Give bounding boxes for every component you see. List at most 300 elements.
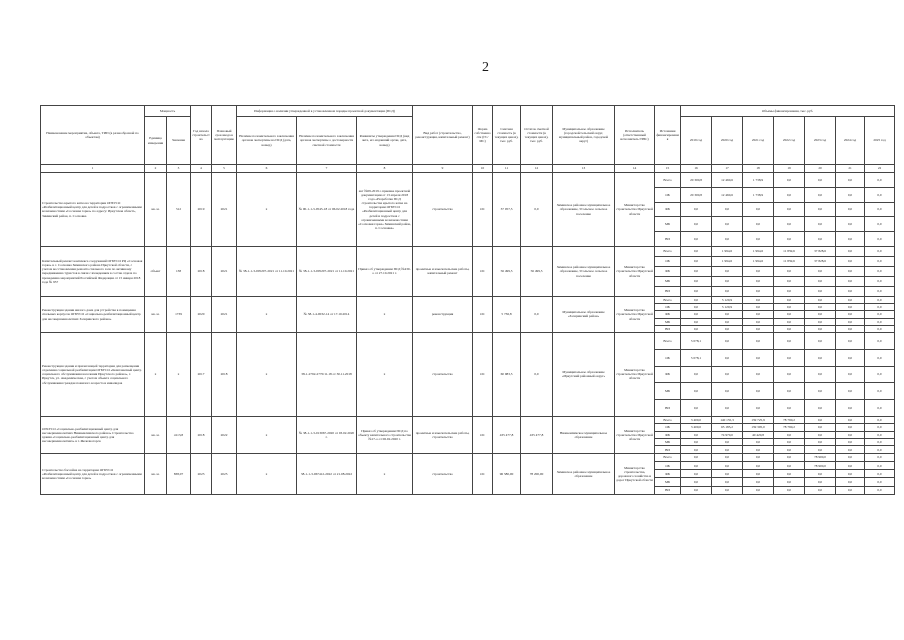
funding-amount: 0,0 — [805, 486, 836, 494]
funding-amount: 0,0 — [774, 486, 805, 494]
header-power: Мощность — [145, 106, 191, 117]
funding-amount: 5 078,1 — [681, 332, 712, 349]
funding-amount: 0,0 — [774, 318, 805, 325]
funding-amount: 12 460,6 — [712, 187, 743, 202]
column-index: 6 — [237, 165, 297, 173]
budget-expertise: № 38-1-4-0032-14 от 17.10.2014 — [297, 296, 357, 332]
funding-amount: 5 078,1 — [681, 349, 712, 366]
funding-amount: 0,0 — [805, 349, 836, 366]
estimated-cost: 60 983,5 — [493, 332, 521, 416]
funding-amount: 0,0 — [743, 383, 774, 400]
funding-amount: 0,0 — [681, 325, 712, 332]
funding-amount: 0,0 — [681, 304, 712, 311]
funding-amount: 0,0 — [743, 325, 774, 332]
funding-amount: 0,0 — [805, 311, 836, 318]
funding-amount: 0,0 — [681, 439, 712, 446]
funding-amount: 0,0 — [774, 453, 805, 461]
funding-amount: 0,0 — [836, 276, 865, 286]
funding-amount: 0,0 — [805, 304, 836, 311]
funding-source: ВИ — [655, 325, 681, 332]
funding-amount: 0,0 — [743, 286, 774, 296]
funding-amount: 0,0 — [836, 304, 865, 311]
column-index: 9 — [413, 165, 473, 173]
funding-amount: 1 738,9 — [743, 187, 774, 202]
header-year: 2023 год — [805, 117, 836, 165]
funding-amount: 0,0 — [865, 478, 895, 486]
funding-amount: 0,0 — [681, 462, 712, 470]
funding-amount: 0,0 — [774, 349, 805, 366]
column-index: 14 — [615, 165, 655, 173]
header-volumes: Объемы финансирования, тыс. руб. — [681, 106, 895, 117]
end-year: 2022 — [212, 416, 237, 453]
power-value: 838,07 — [167, 453, 191, 494]
funding-source: ФБ — [655, 431, 681, 438]
power-unit: х — [145, 332, 167, 416]
work-type: реконструкция — [413, 296, 473, 332]
funding-source: ФБ — [655, 311, 681, 318]
column-index: 15 — [655, 165, 681, 173]
power-value: 138 — [167, 246, 191, 296]
funding-amount: 0,0 — [774, 439, 805, 446]
table-row — [41, 296, 895, 303]
funding-amount: 1 994,6 — [743, 246, 774, 256]
funding-amount: 0,0 — [805, 416, 836, 423]
funding-amount: 0,0 — [712, 400, 743, 417]
power-value: 1739 — [167, 296, 191, 332]
municipality: Муниципальное образование «Иркутский районный округ» — [553, 332, 615, 416]
funding-amount: 0,0 — [805, 232, 836, 247]
funding-amount: 0,0 — [743, 486, 774, 494]
funding-amount: 0,0 — [681, 246, 712, 256]
funding-source: ОБ — [655, 304, 681, 311]
table-row — [41, 332, 895, 349]
column-index: 18 — [743, 165, 774, 173]
funding-amount: 0,0 — [836, 383, 865, 400]
funding-amount: 0,0 — [681, 431, 712, 438]
funding-amount: 0,0 — [743, 462, 774, 470]
funding-amount: 37 828,6 — [805, 256, 836, 266]
column-index: 7 — [297, 165, 357, 173]
funding-amount: 0,0 — [865, 446, 895, 453]
power-unit: кв. м. — [145, 173, 167, 247]
funding-amount: 20 300,8 — [681, 187, 712, 202]
column-index: 5 — [212, 165, 237, 173]
remaining-cost: 0,0 — [521, 296, 553, 332]
funding-source: ВИ — [655, 486, 681, 494]
header-expertise: Наличие положительного заключения органов экспертизы на ПСД (дата, номер) — [237, 117, 297, 165]
funding-amount: 0,0 — [836, 318, 865, 325]
funding-amount: 0,0 — [681, 296, 712, 303]
table-row — [41, 453, 895, 461]
header-design-info: Информация о наличии утвержденной в установленном порядке проектной документации (ПСД) — [237, 106, 413, 117]
funding-amount: 140 155,3 — [712, 416, 743, 423]
funding-amount: 0,0 — [865, 246, 895, 256]
start-year: 2018 — [191, 246, 212, 296]
header-remaining: Остаток сметной стоимости (в текущих ценах), тыс. руб. — [521, 106, 553, 165]
funding-source: МБ — [655, 276, 681, 286]
funding-amount: 0,0 — [712, 478, 743, 486]
funding-source: МБ — [655, 478, 681, 486]
funding-amount: 0,0 — [681, 266, 712, 276]
funding-amount: 139 725,9 — [743, 416, 774, 423]
funding-amount: 0,0 — [743, 276, 774, 286]
column-index: 12 — [521, 165, 553, 173]
funding-amount: 0,0 — [865, 318, 895, 325]
ownership-form: ОС — [473, 296, 493, 332]
funding-amount: 0,0 — [836, 256, 865, 266]
power-unit: кв. м. — [145, 416, 167, 453]
funding-amount: 0,0 — [743, 232, 774, 247]
funding-amount: 0,0 — [712, 383, 743, 400]
funding-amount: 0,0 — [743, 318, 774, 325]
funding-amount: 0,0 — [774, 366, 805, 383]
funding-amount: 0,0 — [865, 202, 895, 217]
funding-amount: 0,0 — [836, 462, 865, 470]
funding-amount: 0,0 — [836, 217, 865, 232]
funding-amount: 0,0 — [774, 217, 805, 232]
funding-amount: 0,0 — [774, 202, 805, 217]
header-power-unit: Единица измерения — [145, 117, 167, 165]
header-year: 2019 год — [681, 117, 712, 165]
ownership-form: ОС — [473, 416, 493, 453]
funding-amount: 0,0 — [774, 400, 805, 417]
funding-amount: 0,0 — [836, 296, 865, 303]
header-power-value: Значение — [167, 117, 191, 165]
ownership-form: ОС — [473, 246, 493, 296]
object-name: Капитальный ремонт комплекса сооружений ОГБУСО РЦ «Сосновая горка» в с. Сосновка Зиминского района Иркутской области, с учетом восстановления ремонта спального зала по активному передвижению туристов в связи с вхождением в состав отдела по проведению мероприятий Российской Федерации от 15 января 2018 года № 957 — [41, 246, 145, 296]
funding-amount: 0,0 — [681, 311, 712, 318]
funding-amount: 0,0 — [774, 266, 805, 276]
funding-amount: 0,0 — [836, 439, 865, 446]
approval-details: Приказ об утверждении ПСД №430-о от 27.10.2021 г. — [357, 246, 413, 296]
funding-amount: 0,0 — [681, 486, 712, 494]
funding-amount: 0,0 — [712, 486, 743, 494]
funding-amount: 0,0 — [774, 325, 805, 332]
funding-amount: 0,0 — [836, 232, 865, 247]
funding-amount: 0,0 — [805, 286, 836, 296]
estimated-cost: 5 736,8 — [493, 296, 521, 332]
column-index: 13 — [553, 165, 615, 173]
funding-source: Всего — [655, 416, 681, 423]
column-index: 17 — [712, 165, 743, 173]
funding-amount: 0,0 — [865, 332, 895, 349]
estimated-cost: 56 499,5 — [493, 246, 521, 296]
funding-amount: 0,0 — [712, 217, 743, 232]
funding-source: Всего — [655, 173, 681, 188]
header-funding-source: Источники финансирования — [655, 106, 681, 165]
funding-amount: 0,0 — [805, 296, 836, 303]
funding-source: ФБ — [655, 266, 681, 276]
object-name: ОГКУСО «Социально-реабилитационный центр для несовершеннолетних Нижнеилимского района» Строительство здания «Социально-реабилитационный центр для несовершеннолетних» в г. Железногорск — [41, 416, 145, 453]
funding-amount: 0,0 — [712, 453, 743, 461]
column-index: 21 — [836, 165, 865, 173]
budget-expertise: № 38-1-1-3-013067-2020 от 03.02.2020 г. — [297, 416, 357, 453]
funding-source: Всего — [655, 332, 681, 349]
funding-amount: 0,0 — [865, 187, 895, 202]
funding-amount: 0,0 — [836, 366, 865, 383]
funding-amount: 0,0 — [865, 486, 895, 494]
funding-amount: 78 900,0 — [805, 453, 836, 461]
funding-amount: 0,0 — [836, 453, 865, 461]
ownership-form: ОС — [473, 173, 493, 247]
expertise: х — [237, 332, 297, 416]
ownership-form: ОС — [473, 453, 493, 494]
funding-amount: 0,0 — [865, 416, 895, 423]
expertise: х — [237, 453, 297, 494]
funding-amount: 0,0 — [681, 400, 712, 417]
funding-amount: 3 400,0 — [681, 416, 712, 423]
start-year: 2023 — [191, 453, 212, 494]
funding-amount: 0,0 — [681, 366, 712, 383]
funding-amount: 0,0 — [712, 202, 743, 217]
remaining-cost: 0,0 — [521, 173, 553, 247]
funding-source: ВИ — [655, 400, 681, 417]
funding-amount: 0,0 — [743, 366, 774, 383]
funding-source: ОБ — [655, 424, 681, 431]
funding-source: МБ — [655, 217, 681, 232]
work-type: строительство — [413, 453, 473, 494]
funding-amount: 0,0 — [681, 453, 712, 461]
funding-amount: 0,0 — [805, 217, 836, 232]
work-type: строительство — [413, 332, 473, 416]
funding-amount: 0,0 — [774, 462, 805, 470]
column-index: 19 — [774, 165, 805, 173]
power-value: 4113,8 — [167, 416, 191, 453]
municipality: Зиминское районное муниципальное образование, Усольское сельское поселение — [553, 246, 615, 296]
power-unit: кв. м. — [145, 453, 167, 494]
funding-amount: 0,0 — [805, 266, 836, 276]
funding-amount: 0,0 — [712, 276, 743, 286]
investment-table — [40, 105, 895, 495]
funding-amount: 0,0 — [805, 431, 836, 438]
header-name: Наименование мероприятия, объекта, ТИП (в разнообразной по объектам) — [41, 106, 145, 165]
funding-amount: 11 859,6 — [774, 256, 805, 266]
funding-source: ВИ — [655, 446, 681, 453]
end-year: 2021 — [212, 246, 237, 296]
funding-source: ОБ — [655, 462, 681, 470]
funding-amount: 0,0 — [681, 470, 712, 478]
start-year: 2019 — [191, 173, 212, 247]
header-year: 2025 год — [865, 117, 895, 165]
funding-amount: 0,0 — [743, 266, 774, 276]
funding-amount: 20 300,8 — [681, 173, 712, 188]
funding-amount: 0,0 — [712, 332, 743, 349]
funding-source: МБ — [655, 439, 681, 446]
column-index: 1 — [41, 165, 145, 173]
approval-details: х — [357, 332, 413, 416]
funding-amount: 1 994,6 — [712, 256, 743, 266]
funding-source: ФБ — [655, 202, 681, 217]
header-year: 2024 год — [836, 117, 865, 165]
funding-source: Всего — [655, 246, 681, 256]
start-year: 2020 — [191, 296, 212, 332]
funding-amount: 0,0 — [805, 478, 836, 486]
funding-amount: 0,0 — [836, 173, 865, 188]
funding-amount: 0,0 — [681, 232, 712, 247]
funding-amount: 0,0 — [865, 325, 895, 332]
funding-amount: 0,0 — [774, 446, 805, 453]
funding-amount: 0,0 — [743, 446, 774, 453]
funding-amount: 78 900,0 — [805, 462, 836, 470]
work-type: строительство — [413, 173, 473, 247]
funding-amount: 0,0 — [774, 296, 805, 303]
funding-amount: 0,0 — [865, 256, 895, 266]
funding-amount: 40 420,8 — [743, 431, 774, 438]
header-end-year: Плановый срок ввода в эксплуатацию — [212, 106, 237, 165]
funding-amount: 0,0 — [865, 217, 895, 232]
column-index: 16 — [681, 165, 712, 173]
funding-amount: 0,0 — [743, 439, 774, 446]
funding-amount: 0,0 — [774, 311, 805, 318]
funding-amount: 0,0 — [774, 276, 805, 286]
funding-amount: 0,0 — [712, 266, 743, 276]
column-index: 11 — [493, 165, 521, 173]
start-year: 2017 — [191, 332, 212, 416]
remaining-cost: 56 499,5 — [521, 246, 553, 296]
funding-amount: 0,0 — [774, 173, 805, 188]
funding-amount: 0,0 — [712, 325, 743, 332]
table-row — [41, 246, 895, 256]
budget-expertise: № 00-1-1-3-0545-18 от 06.02.2018 года — [297, 173, 357, 247]
funding-amount: 0,0 — [805, 446, 836, 453]
column-index: 8 — [357, 165, 413, 173]
funding-source: Всего — [655, 296, 681, 303]
funding-amount: 0,0 — [681, 217, 712, 232]
funding-amount: 0,0 — [681, 286, 712, 296]
funding-amount: 0,0 — [865, 424, 895, 431]
funding-amount: 0,0 — [865, 276, 895, 286]
funding-amount: 0,0 — [712, 349, 743, 366]
funding-amount: 0,0 — [774, 232, 805, 247]
header-source: Форма собственности (ГС/МС) — [473, 106, 493, 165]
funding-amount: 78 790,2 — [774, 424, 805, 431]
estimated-cost: 435 477,8 — [493, 416, 521, 453]
funding-amount: 0,0 — [743, 332, 774, 349]
funding-amount: 5 120,9 — [712, 304, 743, 311]
funding-source: Всего — [655, 453, 681, 461]
header-cost: Сметная стоимость (в текущих ценах), тыс. руб. — [493, 106, 521, 165]
expertise: х — [237, 416, 297, 453]
funding-amount: 0,0 — [681, 446, 712, 453]
ownership-form: ОС — [473, 332, 493, 416]
funding-amount: 0,0 — [805, 276, 836, 286]
funding-amount: 0,0 — [712, 232, 743, 247]
header-work-type: Вид работ (строительство, реконструкция, капитальный ремонт) — [413, 106, 473, 165]
funding-amount: 0,0 — [865, 453, 895, 461]
funding-amount: 0,0 — [743, 311, 774, 318]
funding-amount: 0,0 — [865, 439, 895, 446]
object-name: Строительство бассейна на территории ОГБУСО «Реабилитационный центр для детей и подростков с ограниченными возможностями «Сосновая горка» — [41, 453, 145, 494]
power-unit: кв. м. — [145, 296, 167, 332]
column-index: 4 — [191, 165, 212, 173]
end-year: 2021 — [212, 173, 237, 247]
approval-details: акт №09-2019 о приемке проектной документации от 13 апреля 2018 года «Разработка ПСД строительства крытого катка на территории ОГБУСО «Реабилитационный центр для детей и подростков с ограниченными возможностями «Сосновая горка» Зиминский район, п. Сосновка» — [357, 173, 413, 247]
header-year: 2020 год — [712, 117, 743, 165]
column-index-row — [41, 165, 895, 173]
municipality: Нижнеилимское муниципальное образование — [553, 416, 615, 453]
expertise: № 38-1-1-3-005207-2021 от 11.10.2021 — [237, 246, 297, 296]
funding-amount: 0,0 — [681, 318, 712, 325]
funding-amount: 5 120,9 — [712, 296, 743, 303]
power-unit: объект — [145, 246, 167, 296]
funding-amount: 0,0 — [712, 439, 743, 446]
funding-amount: 0,0 — [865, 366, 895, 383]
funding-amount: 3 400,0 — [681, 424, 712, 431]
funding-amount: 0,0 — [712, 366, 743, 383]
funding-amount: 1 738,9 — [743, 173, 774, 188]
funding-amount: 0,0 — [774, 431, 805, 438]
funding-amount: 0,0 — [865, 311, 895, 318]
funding-amount: 0,0 — [805, 366, 836, 383]
funding-amount: 0,0 — [774, 187, 805, 202]
funding-amount: 0,0 — [836, 400, 865, 417]
funding-amount: 0,0 — [681, 478, 712, 486]
header-start-year: Год начала строительства — [191, 106, 212, 165]
funding-amount: 0,0 — [743, 349, 774, 366]
funding-amount: 0,0 — [743, 400, 774, 417]
funding-amount: 0,0 — [805, 470, 836, 478]
funding-amount: 0,0 — [743, 478, 774, 486]
approval-details: Приказ об утверждении ПСД по объекту капитального строительства №17-о от 06.02.2020 г. — [357, 416, 413, 453]
column-index: 20 — [805, 165, 836, 173]
funding-amount: 0,0 — [836, 349, 865, 366]
municipality: Зиминское районное муниципальное образование — [553, 453, 615, 494]
funding-amount: 0,0 — [865, 304, 895, 311]
funding-amount: 0,0 — [805, 187, 836, 202]
column-index: 2 — [145, 165, 167, 173]
funding-source: ВИ — [655, 232, 681, 247]
funding-amount: 0,0 — [836, 446, 865, 453]
funding-amount: 0,0 — [743, 202, 774, 217]
funding-amount: 0,0 — [836, 246, 865, 256]
funding-amount: 0,0 — [681, 383, 712, 400]
funding-amount: 0,0 — [865, 400, 895, 417]
funding-source: ВИ — [655, 286, 681, 296]
funding-amount: 0,0 — [865, 383, 895, 400]
estimated-cost: 96 580,00 — [493, 453, 521, 494]
funding-amount: 0,0 — [865, 296, 895, 303]
funding-amount: 74 970,0 — [712, 431, 743, 438]
work-type: проектные и изыскательские работы, капитальный ремонт — [413, 246, 473, 296]
funding-amount: 12 460,6 — [712, 173, 743, 188]
funding-amount: 0,0 — [774, 383, 805, 400]
end-year: 2021 — [212, 296, 237, 332]
funding-amount: 0,0 — [836, 311, 865, 318]
funding-amount: 0,0 — [865, 266, 895, 276]
funding-amount: 0,0 — [805, 424, 836, 431]
column-index: 22 — [865, 165, 895, 173]
funding-amount: 0,0 — [865, 431, 895, 438]
funding-amount: 0,0 — [743, 217, 774, 232]
funding-amount: 0,0 — [712, 446, 743, 453]
executor: Министерство строительства Иркутской области — [615, 332, 655, 416]
municipality: Муниципальное образование «Заларинский район» — [553, 296, 615, 332]
budget-expertise: 38-1-1-3-067412-2022 от 21.08.2022 — [297, 453, 357, 494]
header-executor: Исполнитель (ответственный исполнитель ГРБС) — [615, 106, 655, 165]
header-year: 2022 год — [774, 117, 805, 165]
funding-amount: 0,0 — [865, 470, 895, 478]
executor: Министерство строительства Иркутской области — [615, 246, 655, 296]
object-name: Строительство крытого катка на территории ОГБУСО «Реабилитационный центр для детей и подростков с ограниченными возможностями «Сосновая горка» по адресу: Иркутская область, Зиминский район, п. Сосновка — [41, 173, 145, 247]
remaining-cost: 435 477,8 — [521, 416, 553, 453]
funding-amount: 0,0 — [836, 202, 865, 217]
column-index: 3 — [167, 165, 191, 173]
power-value: 512 — [167, 173, 191, 247]
funding-amount: 0,0 — [836, 478, 865, 486]
expertise: х — [237, 173, 297, 247]
funding-amount: 65 185,2 — [712, 424, 743, 431]
funding-source: ФБ — [655, 470, 681, 478]
